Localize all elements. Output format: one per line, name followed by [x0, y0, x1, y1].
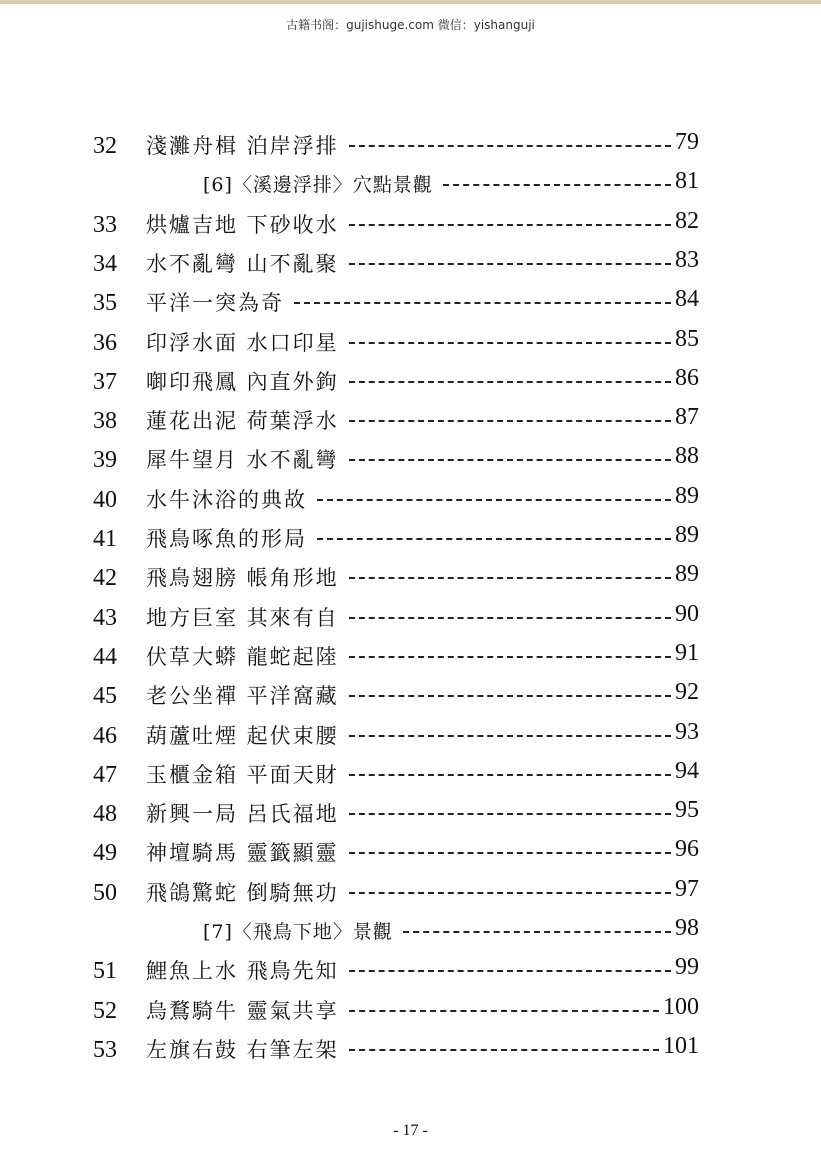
toc-section-heading [0, 165, 821, 204]
entry-number: 40 [93, 486, 117, 513]
toc-entry [0, 323, 821, 362]
leader-dashes [349, 342, 671, 344]
toc-section-heading [0, 912, 821, 951]
entry-title: 鯉魚上水 飛鳥先知 [146, 959, 339, 984]
entry-page-number: 88 [675, 443, 699, 470]
toc-entry [0, 519, 821, 558]
entry-number: 34 [93, 250, 117, 277]
entry-title: 水牛沐浴的典故 [146, 487, 307, 512]
entry-number: 41 [93, 526, 117, 552]
entry-title: 老公坐禪 平洋窩藏 [146, 684, 339, 709]
entry-page-number: 99 [675, 954, 699, 981]
leader-dashes [403, 931, 671, 933]
toc-entry [0, 873, 821, 912]
leader-dashes [443, 184, 671, 186]
entry-page-number: 91 [675, 639, 699, 666]
entry-number: 50 [93, 879, 117, 906]
leader-dashes [317, 499, 671, 501]
entry-number: 52 [93, 997, 117, 1024]
leader-dashes [349, 459, 671, 461]
leader-dashes [349, 695, 671, 697]
entry-page-number: 96 [675, 836, 699, 863]
entry-title: 玉櫃金箱 平面天財 [146, 762, 339, 787]
entry-number: 35 [93, 290, 117, 317]
entry-page-number: 97 [675, 875, 699, 902]
page-number: - 17 - [393, 1122, 428, 1139]
entry-page-number: 89 [675, 561, 699, 588]
toc-entry [0, 440, 821, 479]
toc-entry [0, 637, 821, 676]
entry-title: 啣印飛鳳 內直外鉤 [146, 369, 339, 394]
toc-entry [0, 951, 821, 990]
leader-dashes [349, 381, 671, 383]
toc-entry [0, 755, 821, 794]
leader-dashes [294, 302, 671, 304]
entry-number: 47 [93, 761, 117, 788]
leader-dashes [349, 735, 671, 737]
entry-page-number: 95 [675, 797, 699, 824]
toc-entry [0, 598, 821, 637]
entry-title: 伏草大蟒 龍蛇起陸 [146, 644, 339, 669]
entry-page-number: 84 [675, 286, 699, 313]
toc-entry [0, 244, 821, 283]
leader-dashes [349, 420, 671, 422]
toc-entry [0, 480, 821, 519]
entry-number: 43 [93, 604, 117, 631]
leader-dashes [349, 892, 671, 894]
entry-title: 飛鴿驚蛇 倒騎無功 [146, 880, 339, 905]
entry-page-number: 87 [675, 404, 699, 431]
entry-number: 32 [93, 133, 117, 159]
entry-title: 烏鶩騎牛 靈氣共享 [146, 998, 339, 1023]
leader-dashes [349, 656, 671, 658]
leader-dashes [349, 852, 671, 854]
entry-page-number: 93 [675, 718, 699, 745]
entry-page-number: 89 [675, 522, 699, 548]
leader-dashes [349, 1010, 659, 1012]
leader-dashes [349, 145, 671, 147]
entry-title: 葫蘆吐煙 起伏束腰 [146, 723, 339, 748]
toc-entry [0, 833, 821, 872]
leader-dashes [349, 813, 671, 815]
entry-number: 51 [93, 958, 117, 985]
entry-number: 46 [93, 722, 117, 749]
entry-number: 39 [93, 447, 117, 474]
leader-dashes [349, 970, 671, 972]
entry-page-number: 85 [675, 325, 699, 352]
entry-number: 38 [93, 408, 117, 435]
entry-title: 烘爐吉地 下砂收水 [146, 212, 339, 237]
toc-entry [0, 991, 821, 1030]
toc-entry [0, 126, 821, 165]
toc-entry [0, 794, 821, 833]
entry-title: 印浮水面 水口印星 [146, 330, 339, 355]
entry-page-number: 83 [675, 246, 699, 273]
entry-title: 淺灘舟楫 泊岸浮排 [146, 134, 339, 158]
entry-number: 48 [93, 801, 117, 828]
leader-dashes [349, 577, 671, 579]
entry-number: 33 [93, 211, 117, 238]
toc-entry [0, 558, 821, 597]
toc-entry [0, 205, 821, 244]
entry-page-number: 90 [675, 600, 699, 627]
entry-number: 53 [93, 1036, 117, 1063]
entry-title: 飛鳥翅膀 帳角形地 [146, 566, 339, 591]
leader-dashes [349, 263, 671, 265]
entry-title: [7]〈飛鳥下地〉景觀 [203, 921, 393, 943]
entry-title: 平洋一突為奇 [146, 291, 284, 316]
entry-title: 神壇騎馬 靈籤顯靈 [146, 841, 339, 866]
entry-title: 犀牛望月 水不亂彎 [146, 448, 339, 473]
entry-title: 新興一局 呂氏福地 [146, 802, 339, 827]
toc-entry [0, 362, 821, 401]
entry-title: 飛鳥啄魚的形局 [146, 527, 307, 551]
entry-number: 45 [93, 683, 117, 710]
entry-page-number: 79 [675, 129, 699, 155]
entry-page-number: 100 [663, 993, 699, 1020]
entry-page-number: 98 [675, 915, 699, 941]
entry-page-number: 92 [675, 679, 699, 706]
leader-dashes [349, 774, 671, 776]
entry-number: 44 [93, 643, 117, 670]
toc-entry [0, 1030, 821, 1069]
entry-page-number: 86 [675, 364, 699, 391]
entry-title: 水不亂彎 山不亂聚 [146, 251, 339, 276]
entry-page-number: 101 [663, 1032, 699, 1059]
entry-title: 蓮花出泥 荷葉浮水 [146, 409, 339, 434]
toc-entry [0, 716, 821, 755]
leader-dashes [349, 224, 671, 226]
entry-page-number: 82 [675, 207, 699, 234]
leader-dashes [349, 617, 671, 619]
entry-number: 49 [93, 840, 117, 867]
watermark-header: 古籍书阁：gujishuge.com 微信：yishanguji [286, 18, 535, 32]
entry-page-number: 94 [675, 757, 699, 784]
entry-title: [6]〈溪邊浮排〉穴點景觀 [203, 174, 433, 197]
entry-page-number: 89 [675, 482, 699, 509]
entry-number: 36 [93, 329, 117, 356]
entry-page-number: 81 [675, 168, 699, 195]
entry-number: 37 [93, 368, 117, 395]
toc-entry [0, 676, 821, 715]
entry-title: 左旗右鼓 右筆左架 [146, 1037, 339, 1062]
entry-number: 42 [93, 565, 117, 592]
entry-title: 地方巨室 其來有自 [146, 605, 339, 630]
toc-entry [0, 401, 821, 440]
toc-entry [0, 283, 821, 322]
leader-dashes [349, 1049, 659, 1051]
leader-dashes [317, 538, 671, 540]
